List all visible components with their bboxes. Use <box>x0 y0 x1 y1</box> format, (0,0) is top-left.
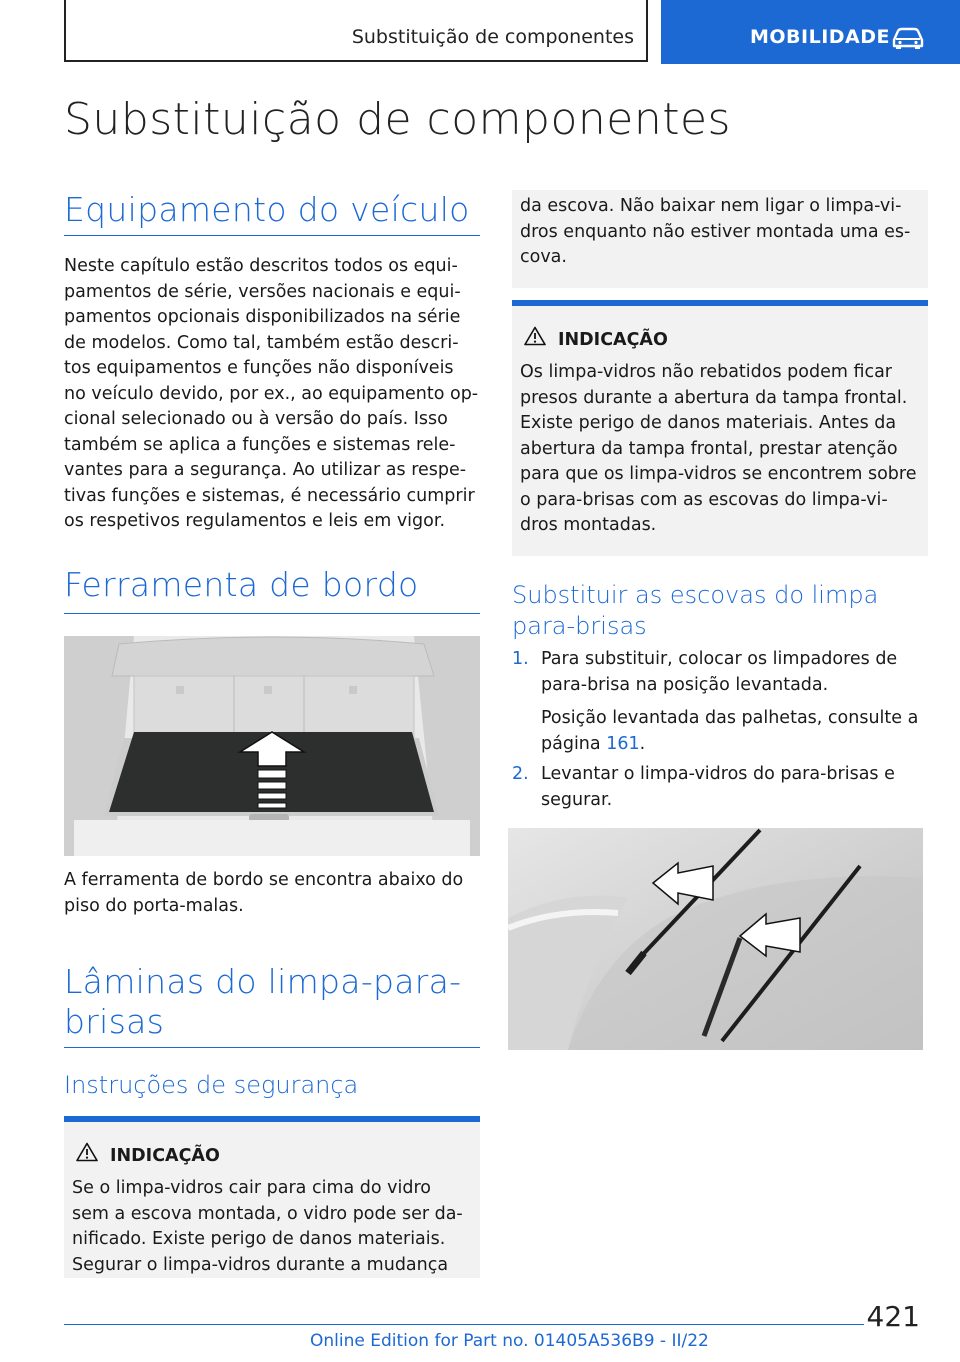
page-title: Substituição de componentes <box>64 94 731 145</box>
step-number: 1. <box>512 649 529 669</box>
note-title: INDICAÇÃO <box>110 1146 220 1166</box>
header-chapter-tab[interactable] <box>661 0 960 64</box>
heading-rule <box>64 613 480 614</box>
heading-safety: Instruções de segurança <box>64 1071 359 1099</box>
note-text: Se o limpa-vidros cair para cima do vidro sem a escova montada, o vidro pode ser da‐ nificado. Existe perigo de danos materiais. Segurar o limpa-vidros durante a mudança <box>72 1178 463 1275</box>
footer-edition: Online Edition for Part no. 01405A536B9 - II/22 <box>310 1331 709 1351</box>
trunk-illustration <box>64 636 480 856</box>
header-chapter-label: MOBILIDADE <box>750 26 891 48</box>
wiper-photo <box>508 828 923 1050</box>
header-section-title: Substituição de componentes <box>351 26 634 48</box>
footer-rule <box>64 1324 864 1325</box>
header-section-box <box>64 0 648 62</box>
heading-toolkit: Ferramenta de bordo <box>64 565 419 604</box>
note-text: Os limpa-vidros não rebatidos podem ficar presos durante a abertura da tampa frontal. Existe perigo de danos materiais. Antes da abertura da tampa frontal, prestar atenção para que os limpa-vidros se encontrem sobre o para-brisas com as escovas do limpa-vi‐ dros montadas. <box>520 362 917 535</box>
note-box-1 <box>64 1122 480 1278</box>
wiper-illustration <box>508 828 923 1050</box>
note-box-2 <box>512 306 928 556</box>
step-text: Para substituir, colocar os limpadores de para-brisa na posição levantada. <box>541 649 898 695</box>
note-box-1-continued <box>512 190 928 288</box>
step-text: Levantar o limpa-vidros do para-brisas e segurar. <box>541 764 895 810</box>
heading-equipment: Equipamento do veículo <box>64 190 470 229</box>
warning-icon <box>76 1142 98 1162</box>
heading-rule <box>64 1047 480 1048</box>
page-number: 421 <box>866 1300 920 1333</box>
equipment-paragraph: Neste capítulo estão descritos todos os equi‐ pamentos de série, versões nacionais e equi‐ pamentos opcionais disponibilizados na série de modelos. Como tal, também estão descri‐ tos equipamentos e funções não disponíveis no veículo devido, por ex., ao equipamento op‐ cional selecionado ou à versão do país. Isso também se aplica a funções e sistemas rele‐ vantes para a segurança. Ao utilizar as respe‐ tivas funções e sistemas, é necessário cumprir os respetivos regulamentos e leis em vigor. <box>64 256 479 531</box>
heading-wipers: Lâminas do limpa-para- brisas <box>64 962 462 1042</box>
note-title: INDICAÇÃO <box>558 330 668 350</box>
car-icon <box>891 26 925 50</box>
trunk-photo <box>64 636 480 856</box>
step-subtext: Posição levantada das palhetas, consulte a página 161. <box>541 708 919 754</box>
toolkit-caption: A ferramenta de bordo se encontra abaixo do piso do porta-malas. <box>64 870 464 916</box>
step-number: 2. <box>512 764 529 784</box>
heading-replace-wipers: Substituir as escovas do limpa para-brisas <box>512 581 879 641</box>
heading-rule <box>64 235 480 236</box>
warning-icon <box>524 326 546 346</box>
note-text: da escova. Não baixar nem ligar o limpa-vi‐ dros enquanto não estiver montada uma es‐ cova. <box>520 196 911 267</box>
page-link[interactable]: 161 <box>606 733 640 754</box>
